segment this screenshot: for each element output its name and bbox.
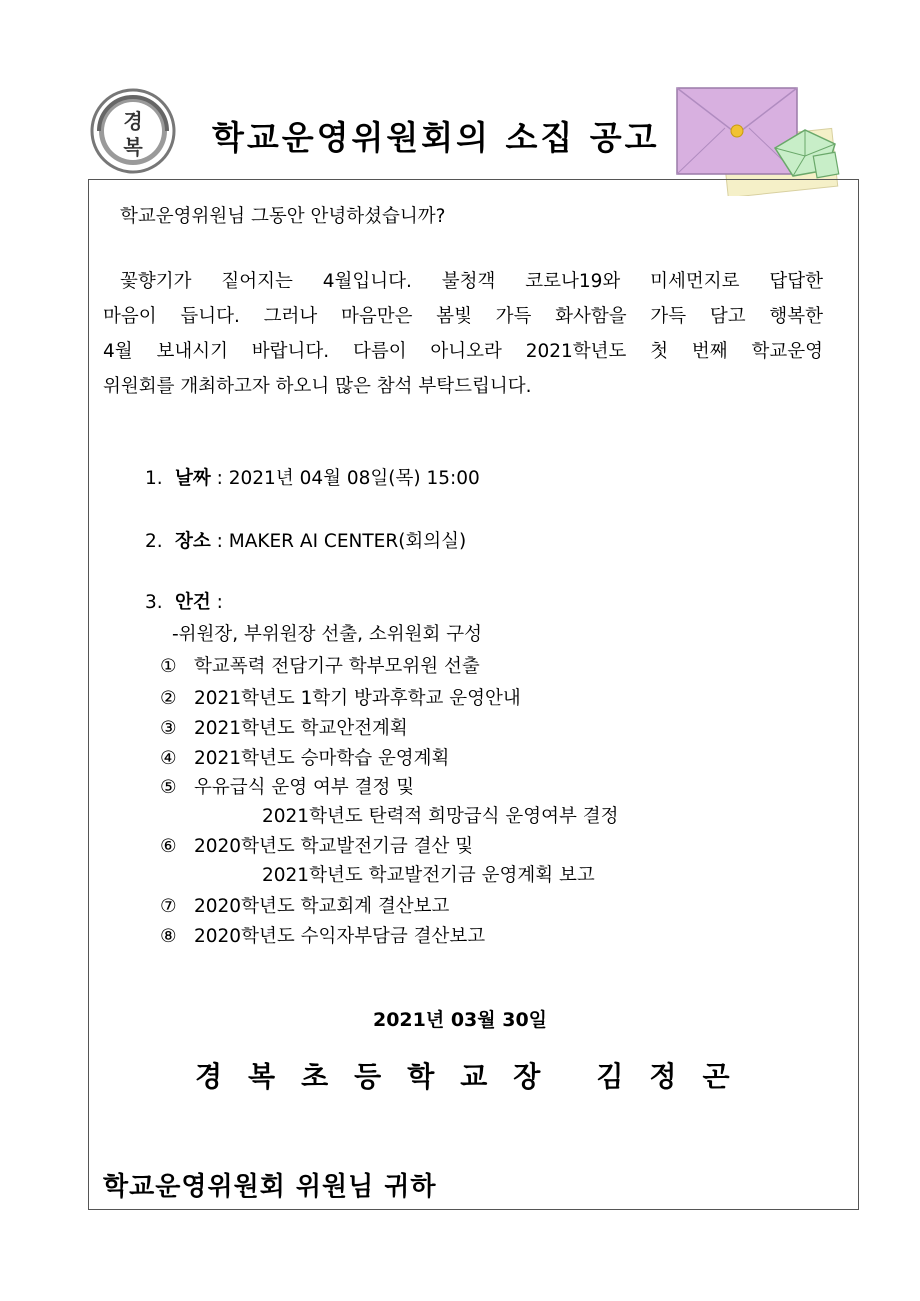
agenda-item	[160, 892, 449, 918]
item-place	[145, 527, 466, 553]
svg-text:경: 경	[123, 109, 143, 133]
issue-date: 2021년 03월 30일	[372, 1009, 548, 1031]
paragraph-line: 4월 보내시기 바랍니다. 다름이 아니오라 2021학년도 첫 번째 학교운영	[103, 341, 823, 362]
agenda-item-continued	[262, 861, 595, 887]
agenda-text: 2021학년도 학교발전기금 운영계획 보고	[262, 865, 595, 886]
agenda-text: 2020학년도 수익자부담금 결산보고	[194, 926, 486, 947]
agenda-mark: ⑥	[160, 836, 177, 857]
agenda-mark: ④	[160, 748, 177, 769]
agenda-item	[160, 922, 485, 948]
item-agenda	[145, 588, 223, 614]
school-logo-icon	[89, 88, 177, 174]
agenda-text: 2021학년도 승마학습 운영계획	[194, 748, 450, 769]
paragraph-line: 마음이 듭니다. 그러나 마음만은 봄빛 가득 화사함을 가득 담고 행복한	[103, 306, 823, 327]
recipient-footer: 학교운영위원회 위원님 귀하	[103, 1172, 437, 1202]
intro-paragraph	[103, 264, 823, 404]
agenda-mark: ⑧	[160, 926, 177, 947]
agenda-text: 우유급식 운영 여부 결정 및	[194, 777, 415, 798]
agenda-text: 2021학년도 학교안전계획	[194, 718, 408, 739]
agenda-text: 2020학년도 학교발전기금 결산 및	[194, 836, 474, 857]
agenda-mark: ⑦	[160, 896, 177, 917]
item-value: : 2021년 04월 08일(목) 15:00	[210, 468, 480, 489]
agenda-mark: ①	[160, 656, 177, 677]
item-label: 날짜	[175, 468, 211, 489]
agenda-text: 학교폭력 전담기구 학부모위원 선출	[194, 656, 480, 677]
agenda-item	[160, 744, 449, 770]
item-number: 2.	[145, 531, 163, 552]
item-label: 안건	[175, 592, 211, 613]
signer	[195, 1055, 756, 1095]
agenda-intro: -위원장, 부위원장 선출, 소위원회 구성	[172, 624, 483, 645]
signer-name: 김정곤	[596, 1060, 756, 1093]
item-value: :	[210, 592, 223, 613]
agenda-mark: ②	[160, 688, 177, 709]
paragraph-line: 꽃향기가 짙어지는 4월입니다. 불청객 코로나19와 미세먼지로 답답한	[120, 271, 823, 292]
signer-org: 경복초등학교장	[195, 1060, 567, 1093]
agenda-text: 2020학년도 학교회계 결산보고	[194, 896, 450, 917]
item-date	[145, 464, 480, 490]
item-number: 1.	[145, 468, 163, 489]
item-label: 장소	[175, 531, 211, 552]
agenda-item	[160, 832, 473, 858]
greeting: 학교운영위원님 그동안 안녕하셨습니까?	[120, 206, 446, 227]
agenda-item	[160, 714, 408, 740]
agenda-item	[160, 652, 480, 678]
agenda-text: 2021학년도 탄력적 희망급식 운영여부 결정	[262, 806, 619, 827]
item-value: : MAKER AI CENTER(회의실)	[210, 531, 467, 552]
agenda-item-continued	[262, 802, 619, 828]
agenda-text: 2021학년도 1학기 방과후학교 운영안내	[194, 688, 521, 709]
svg-text:복: 복	[123, 135, 143, 159]
paragraph-line: 위원회를 개최하고자 하오니 많은 참석 부탁드립니다.	[103, 376, 532, 397]
page-title: 학교운영위원회의 소집 공고	[212, 118, 660, 157]
item-number: 3.	[145, 592, 163, 613]
agenda-mark: ⑤	[160, 777, 177, 798]
agenda-item	[160, 773, 414, 799]
agenda-item	[160, 684, 521, 710]
agenda-mark: ③	[160, 718, 177, 739]
